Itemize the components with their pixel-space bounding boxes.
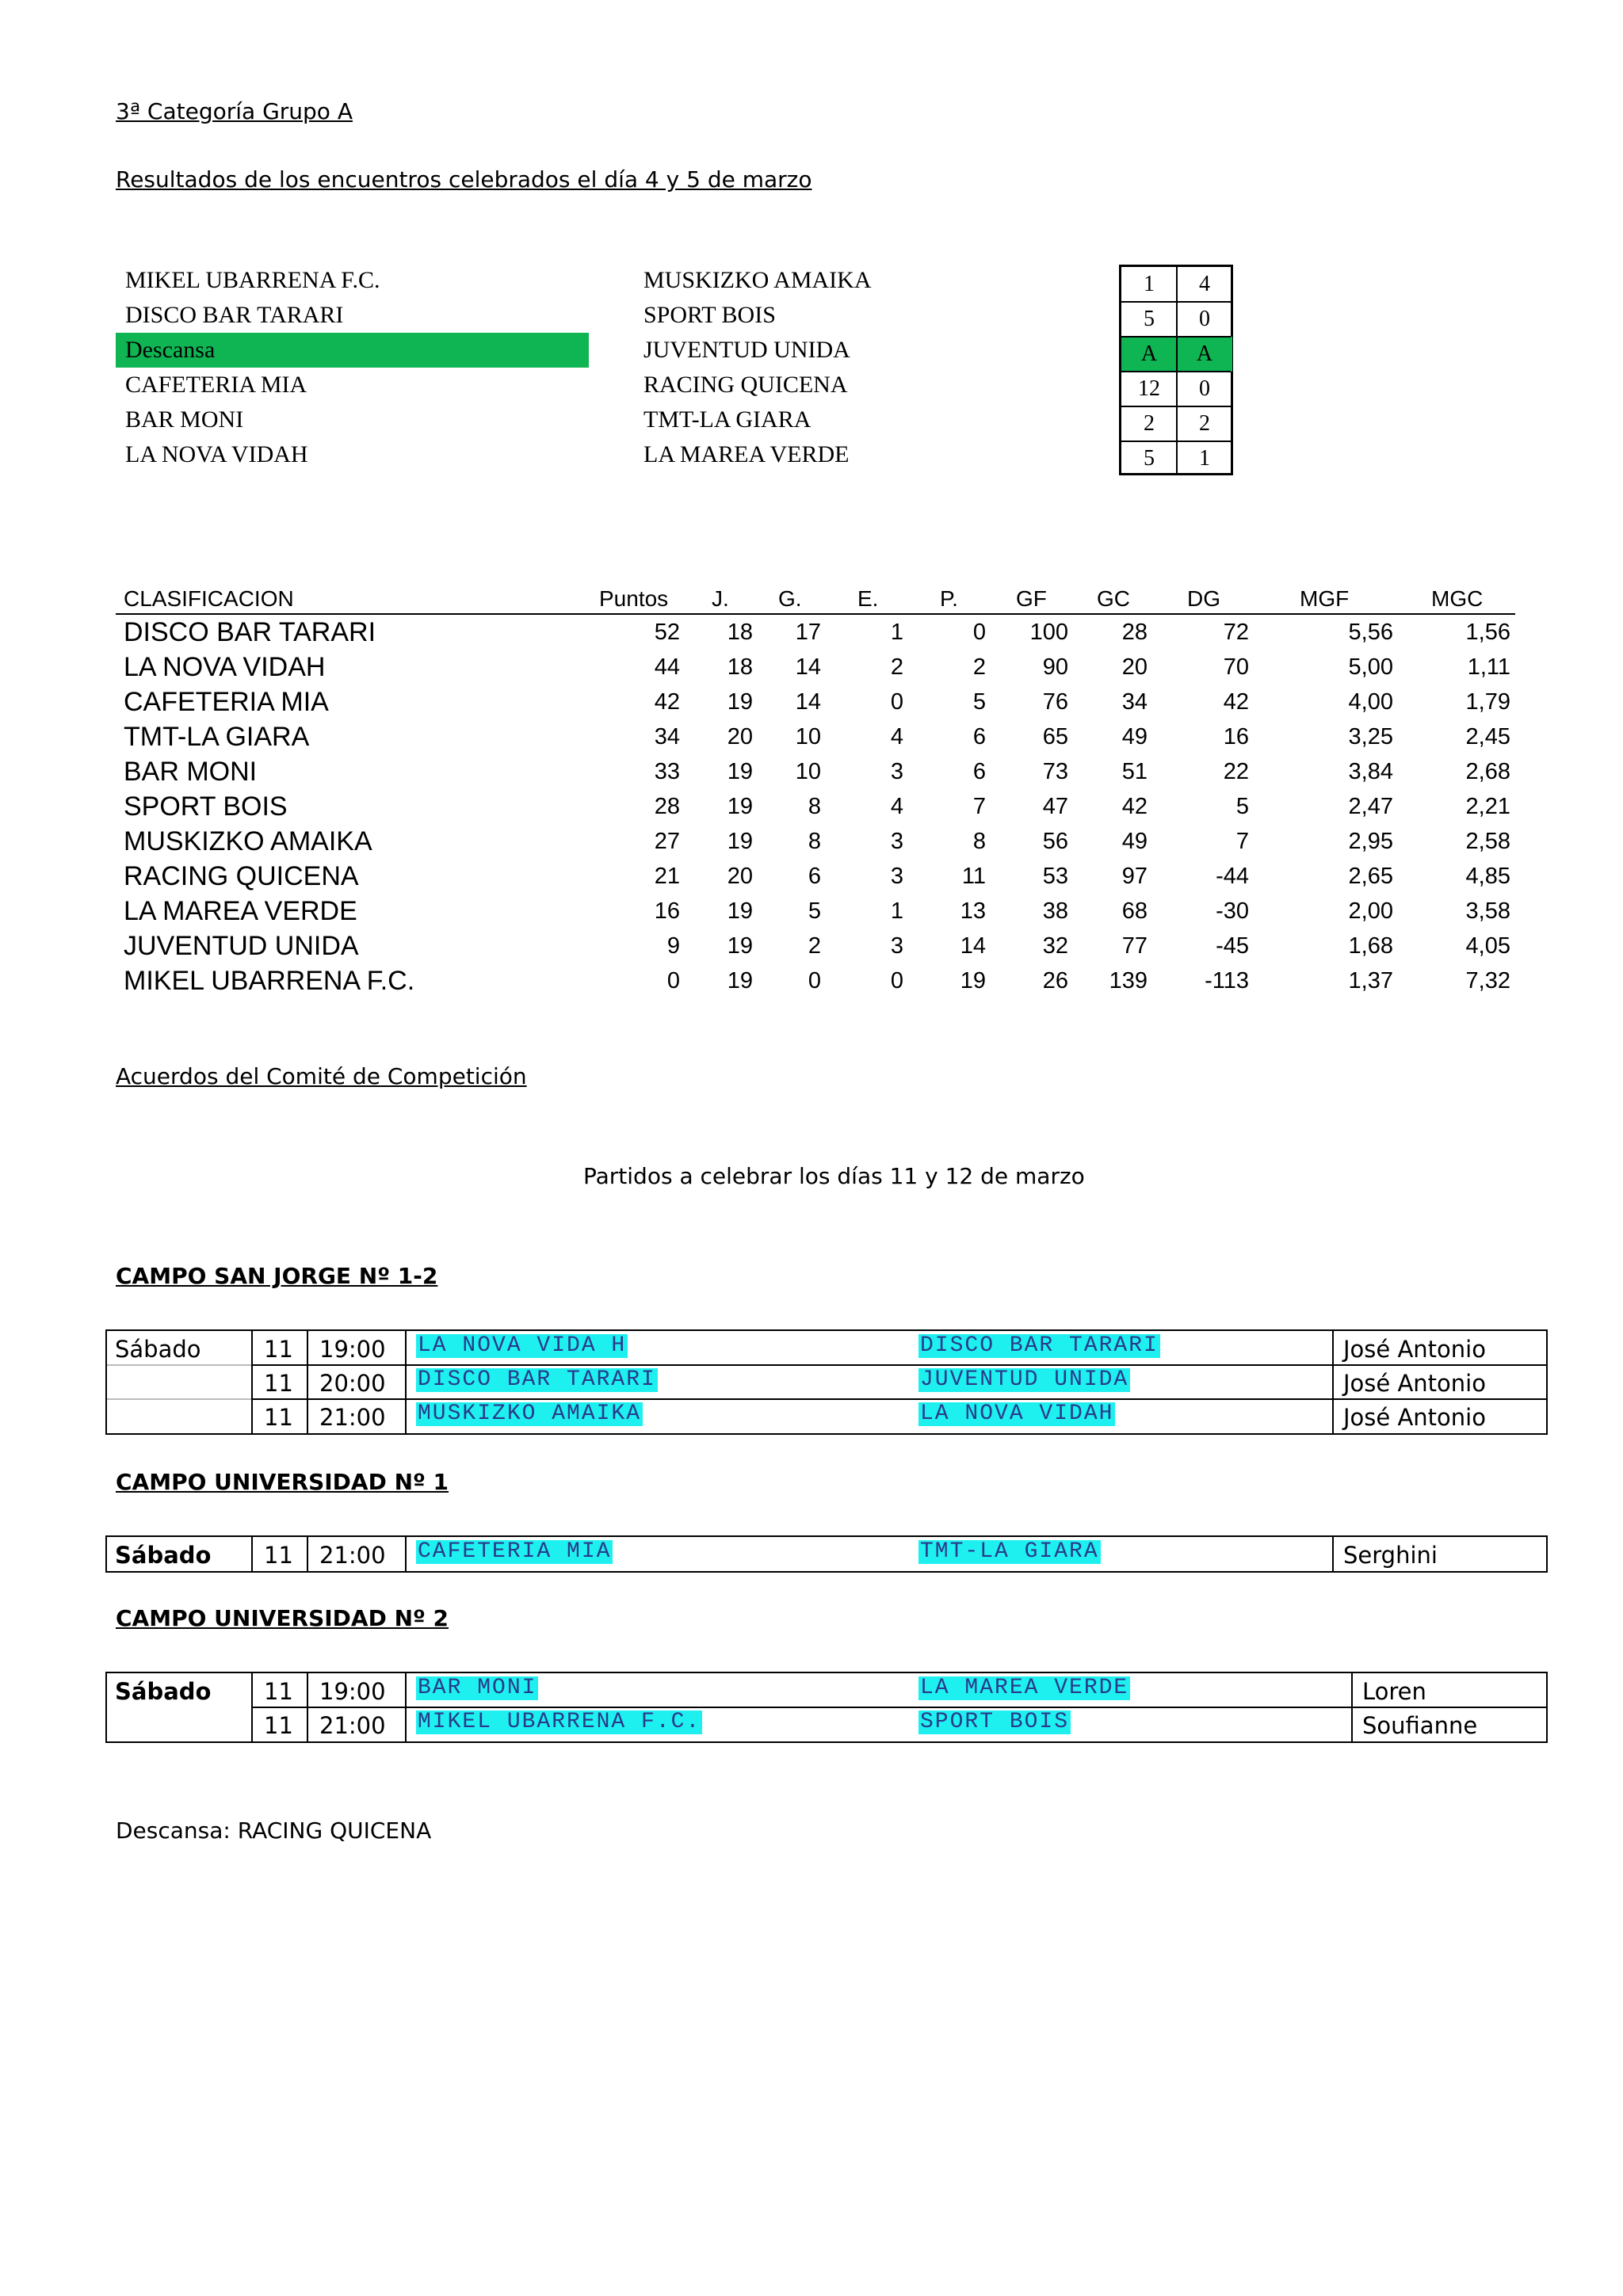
away-score: 4 bbox=[1199, 272, 1210, 296]
standings-cell-p: 2 bbox=[972, 654, 986, 680]
standings-cell-gc: 49 bbox=[1121, 724, 1148, 749]
standings-team-name: MIKEL UBARRENA F.C. bbox=[124, 966, 415, 996]
fixture-date: 11 bbox=[264, 1370, 293, 1397]
standings-cell-puntos: 9 bbox=[666, 933, 680, 959]
fixture-referee: Loren bbox=[1362, 1678, 1426, 1705]
fixture-referee: José Antonio bbox=[1343, 1336, 1486, 1363]
standings-cell-gf: 73 bbox=[1042, 759, 1068, 784]
results-title: Resultados de los encuentros celebrados el día 4 y 5 de marzo bbox=[116, 166, 812, 193]
standings-cell-puntos: 52 bbox=[654, 620, 680, 645]
standings-cell-mgc: 2,68 bbox=[1465, 759, 1510, 784]
standings-cell-e: 3 bbox=[890, 759, 903, 784]
standings-cell-j: 19 bbox=[727, 898, 753, 924]
standings-cell-e: 0 bbox=[890, 968, 903, 994]
result-home: MIKEL UBARRENA F.C. bbox=[125, 267, 380, 293]
result-away: MUSKIZKO AMAIKA bbox=[643, 267, 872, 293]
score-grid bbox=[1119, 265, 1233, 475]
standings-team-name: MUSKIZKO AMAIKA bbox=[124, 826, 372, 856]
result-away: JUVENTUD UNIDA bbox=[643, 337, 850, 363]
standings-cell-puntos: 34 bbox=[654, 724, 680, 749]
fixture-home-team: DISCO BAR TARARI bbox=[418, 1367, 656, 1392]
fixture-time: 19:00 bbox=[319, 1678, 386, 1705]
fixture-time: 21:00 bbox=[319, 1712, 386, 1739]
standings-cell-gc: 77 bbox=[1121, 933, 1148, 959]
away-score: A bbox=[1177, 337, 1232, 372]
standings-cell-g: 14 bbox=[795, 689, 821, 715]
home-score: 12 bbox=[1138, 376, 1160, 401]
standings-cell-dg: 72 bbox=[1223, 620, 1249, 645]
result-home: BAR MONI bbox=[125, 406, 244, 433]
grid-line bbox=[307, 1331, 308, 1433]
standings-cell-mgf: 4,00 bbox=[1348, 689, 1393, 715]
col-header-mgc: MGC bbox=[1431, 586, 1484, 611]
standings-cell-puntos: 0 bbox=[666, 968, 680, 994]
standings-cell-g: 10 bbox=[795, 759, 821, 784]
grid-line bbox=[1121, 301, 1231, 303]
standings-cell-mgf: 2,65 bbox=[1348, 864, 1393, 889]
standings-cell-g: 17 bbox=[795, 620, 821, 645]
standings-cell-e: 1 bbox=[890, 898, 903, 924]
home-score: A bbox=[1121, 337, 1177, 372]
fixture-away-team: JUVENTUD UNIDA bbox=[920, 1367, 1129, 1392]
standings-cell-p: 0 bbox=[972, 620, 986, 645]
standings-cell-gc: 49 bbox=[1121, 829, 1148, 854]
grid-line bbox=[107, 1364, 251, 1366]
result-home-rest: Descansa bbox=[125, 337, 216, 363]
standings-cell-dg: -30 bbox=[1216, 898, 1249, 924]
standings-cell-p: 14 bbox=[960, 933, 986, 959]
grid-line bbox=[251, 1331, 253, 1433]
standings-cell-gc: 20 bbox=[1121, 654, 1148, 680]
standings-cell-j: 20 bbox=[727, 724, 753, 749]
result-away: TMT-LA GIARA bbox=[643, 406, 812, 433]
standings-cell-puntos: 27 bbox=[654, 829, 680, 854]
col-header-mgf: MGF bbox=[1300, 586, 1350, 611]
standings-cell-mgf: 2,95 bbox=[1348, 829, 1393, 854]
standings-team-name: SPORT BOIS bbox=[124, 791, 288, 822]
fixtures-table bbox=[105, 1672, 1548, 1743]
standings-cell-e: 4 bbox=[890, 794, 903, 819]
standings-cell-j: 19 bbox=[727, 759, 753, 784]
standings-cell-j: 19 bbox=[727, 689, 753, 715]
fixture-row bbox=[107, 1537, 1546, 1571]
standings-cell-mgf: 1,37 bbox=[1348, 968, 1393, 994]
result-away: LA MAREA VERDE bbox=[643, 441, 850, 467]
home-score: 5 bbox=[1144, 307, 1155, 331]
fixture-home-team: BAR MONI bbox=[418, 1676, 537, 1700]
standings-cell-mgc: 1,79 bbox=[1465, 689, 1510, 715]
standings-team-name: LA NOVA VIDAH bbox=[124, 652, 326, 682]
grid-line bbox=[1332, 1537, 1334, 1571]
fixture-referee: José Antonio bbox=[1343, 1404, 1486, 1431]
home-score: 1 bbox=[1144, 272, 1155, 296]
standings-cell-g: 14 bbox=[795, 654, 821, 680]
standings-cell-mgc: 3,58 bbox=[1465, 898, 1510, 924]
standings-cell-mgf: 2,00 bbox=[1348, 898, 1393, 924]
standings-cell-g: 2 bbox=[808, 933, 821, 959]
standings-cell-dg: -113 bbox=[1205, 968, 1249, 994]
standings-cell-p: 11 bbox=[961, 864, 986, 889]
fixture-home-team: MIKEL UBARRENA F.C. bbox=[418, 1710, 701, 1734]
standings-cell-mgf: 1,68 bbox=[1348, 933, 1393, 959]
standings-team-name: LA MAREA VERDE bbox=[124, 896, 357, 926]
standings-cell-puntos: 42 bbox=[654, 689, 680, 715]
standings-cell-mgc: 1,11 bbox=[1467, 654, 1510, 680]
grid-line bbox=[1332, 1331, 1334, 1433]
fixture-row bbox=[107, 1331, 1546, 1365]
standings-cell-g: 5 bbox=[808, 898, 821, 924]
standings-cell-dg: 70 bbox=[1223, 654, 1249, 680]
standings-cell-gf: 32 bbox=[1042, 933, 1068, 959]
standings-cell-e: 1 bbox=[890, 620, 903, 645]
venue-title: CAMPO UNIVERSIDAD Nº 2 bbox=[116, 1605, 449, 1631]
grid-line bbox=[107, 1398, 251, 1400]
fixture-row bbox=[107, 1673, 1546, 1707]
grid-line bbox=[307, 1537, 308, 1571]
standings-cell-mgc: 2,45 bbox=[1465, 724, 1510, 749]
fixture-row bbox=[107, 1399, 1546, 1433]
standings-cell-j: 18 bbox=[727, 654, 753, 680]
fixture-away-team: LA NOVA VIDAH bbox=[920, 1402, 1114, 1426]
standings-team-name: JUVENTUD UNIDA bbox=[124, 931, 359, 961]
fixtures-table bbox=[105, 1329, 1548, 1435]
standings-cell-gc: 42 bbox=[1121, 794, 1148, 819]
standings-cell-dg: -45 bbox=[1216, 933, 1249, 959]
standings-cell-g: 8 bbox=[808, 794, 821, 819]
standings-cell-j: 18 bbox=[727, 620, 753, 645]
standings-cell-p: 19 bbox=[960, 968, 986, 994]
standings-cell-j: 19 bbox=[727, 933, 753, 959]
col-header-g: G. bbox=[778, 586, 802, 611]
standings-cell-puntos: 44 bbox=[654, 654, 680, 680]
result-home: CAFETERIA MIA bbox=[125, 372, 307, 398]
standings-cell-j: 19 bbox=[727, 968, 753, 994]
grid-line bbox=[1176, 267, 1178, 473]
standings-cell-dg: 7 bbox=[1235, 829, 1249, 854]
col-header-gf: GF bbox=[1016, 586, 1047, 611]
standings-cell-j: 19 bbox=[727, 794, 753, 819]
standings-cell-e: 0 bbox=[890, 689, 903, 715]
standings-cell-mgf: 5,00 bbox=[1348, 654, 1393, 680]
fixture-home-team: CAFETERIA MIA bbox=[418, 1539, 612, 1564]
standings-cell-gf: 38 bbox=[1042, 898, 1068, 924]
grid-line bbox=[251, 1537, 253, 1571]
standings-cell-mgf: 3,84 bbox=[1348, 759, 1393, 784]
standings-cell-puntos: 21 bbox=[654, 864, 680, 889]
standings-cell-dg: -44 bbox=[1216, 864, 1249, 889]
result-home: LA NOVA VIDAH bbox=[125, 441, 308, 467]
fixture-time: 21:00 bbox=[319, 1542, 386, 1569]
col-header-gc: GC bbox=[1097, 586, 1130, 611]
fixture-referee: José Antonio bbox=[1343, 1370, 1486, 1397]
standings-cell-mgf: 3,25 bbox=[1348, 724, 1393, 749]
standings-cell-mgc: 2,21 bbox=[1465, 794, 1510, 819]
standings-cell-mgc: 2,58 bbox=[1465, 829, 1510, 854]
standings-cell-e: 4 bbox=[890, 724, 903, 749]
venue-title: CAMPO SAN JORGE Nº 1-2 bbox=[116, 1263, 438, 1289]
standings-cell-g: 10 bbox=[795, 724, 821, 749]
fixture-row bbox=[107, 1365, 1546, 1399]
grid-line bbox=[405, 1331, 407, 1433]
grid-line bbox=[405, 1537, 407, 1571]
grid-line bbox=[251, 1707, 957, 1708]
away-score: 1 bbox=[1199, 446, 1210, 471]
standings-cell-p: 6 bbox=[972, 724, 986, 749]
col-header-e: E. bbox=[857, 586, 879, 611]
standings-cell-gc: 28 bbox=[1121, 620, 1148, 645]
standings-cell-gf: 76 bbox=[1042, 689, 1068, 715]
fixture-date: 11 bbox=[264, 1404, 293, 1431]
grid-line bbox=[1121, 371, 1231, 372]
standings-cell-j: 20 bbox=[727, 864, 753, 889]
fixtures-table bbox=[105, 1535, 1548, 1573]
away-score: 2 bbox=[1199, 411, 1210, 436]
rest-note: Descansa: RACING QUICENA bbox=[116, 1817, 432, 1844]
standings-cell-dg: 42 bbox=[1223, 689, 1249, 715]
standings-cell-p: 6 bbox=[972, 759, 986, 784]
fixture-time: 20:00 bbox=[319, 1370, 386, 1397]
grid-line bbox=[1121, 336, 1231, 338]
standings-cell-e: 3 bbox=[890, 864, 903, 889]
standings-cell-gf: 65 bbox=[1042, 724, 1068, 749]
fixture-day: Sábado bbox=[115, 1336, 201, 1363]
fixture-referee: Serghini bbox=[1343, 1542, 1438, 1569]
home-score: 2 bbox=[1144, 411, 1155, 436]
fixture-date: 11 bbox=[264, 1336, 293, 1363]
standings-cell-gf: 56 bbox=[1042, 829, 1068, 854]
home-score: 5 bbox=[1144, 446, 1155, 471]
standings-cell-g: 8 bbox=[808, 829, 821, 854]
standings-cell-dg: 16 bbox=[1223, 724, 1249, 749]
result-home: DISCO BAR TARARI bbox=[125, 302, 344, 328]
standings-cell-gc: 68 bbox=[1121, 898, 1148, 924]
col-header-dg: DG bbox=[1187, 586, 1220, 611]
standings-cell-gc: 51 bbox=[1121, 759, 1148, 784]
fixture-referee: Soufianne bbox=[1362, 1712, 1478, 1739]
standings-team-name: CAFETERIA MIA bbox=[124, 687, 329, 717]
fixture-date: 11 bbox=[264, 1542, 293, 1569]
standings-cell-mgc: 7,32 bbox=[1465, 968, 1510, 994]
standings-cell-p: 13 bbox=[960, 898, 986, 924]
fixture-home-team: MUSKIZKO AMAIKA bbox=[418, 1402, 642, 1426]
fixtures-title: Partidos a celebrar los días 11 y 12 de marzo bbox=[583, 1163, 1085, 1189]
fixture-away-team: LA MAREA VERDE bbox=[920, 1676, 1129, 1700]
result-away: SPORT BOIS bbox=[643, 302, 776, 328]
committee-title: Acuerdos del Comité de Competición bbox=[116, 1063, 527, 1089]
category-title: 3ª Categoría Grupo A bbox=[116, 98, 353, 124]
grid-line bbox=[907, 1707, 1546, 1708]
standings-cell-p: 5 bbox=[972, 689, 986, 715]
standings-cell-gc: 34 bbox=[1121, 689, 1148, 715]
standings-title: CLASIFICACION bbox=[124, 586, 294, 611]
fixture-away-team: SPORT BOIS bbox=[920, 1710, 1070, 1734]
standings-cell-p: 7 bbox=[972, 794, 986, 819]
standings-cell-mgf: 2,47 bbox=[1348, 794, 1393, 819]
fixture-away-team: TMT-LA GIARA bbox=[920, 1539, 1099, 1564]
standings-cell-puntos: 16 bbox=[654, 898, 680, 924]
standings-cell-g: 6 bbox=[808, 864, 821, 889]
standings-cell-e: 2 bbox=[890, 654, 903, 680]
grid-line bbox=[1121, 441, 1231, 442]
standings-team-name: DISCO BAR TARARI bbox=[124, 617, 376, 647]
standings-cell-gf: 47 bbox=[1042, 794, 1068, 819]
standings-cell-mgc: 1,56 bbox=[1465, 620, 1510, 645]
standings-cell-puntos: 33 bbox=[654, 759, 680, 784]
standings-cell-gf: 53 bbox=[1042, 864, 1068, 889]
venue-title: CAMPO UNIVERSIDAD Nº 1 bbox=[116, 1469, 449, 1495]
fixture-date: 11 bbox=[264, 1678, 293, 1705]
fixture-time: 19:00 bbox=[319, 1336, 386, 1363]
away-score: 0 bbox=[1199, 376, 1210, 401]
col-header-puntos: Puntos bbox=[599, 586, 669, 611]
standings-cell-gf: 90 bbox=[1042, 654, 1068, 680]
grid-line bbox=[907, 1364, 1546, 1366]
col-header-p: P. bbox=[940, 586, 958, 611]
grid-line bbox=[251, 1364, 957, 1366]
fixture-row bbox=[107, 1707, 1546, 1741]
standings-cell-p: 8 bbox=[972, 829, 986, 854]
standings-cell-mgc: 4,85 bbox=[1465, 864, 1510, 889]
fixture-date: 11 bbox=[264, 1712, 293, 1739]
standings-cell-puntos: 28 bbox=[654, 794, 680, 819]
grid-line bbox=[251, 1398, 957, 1400]
away-score: 0 bbox=[1199, 307, 1210, 331]
standings-cell-j: 19 bbox=[727, 829, 753, 854]
fixture-time: 21:00 bbox=[319, 1404, 386, 1431]
standings-cell-g: 0 bbox=[808, 968, 821, 994]
standings-team-name: RACING QUICENA bbox=[124, 861, 359, 891]
fixture-away-team: DISCO BAR TARARI bbox=[920, 1333, 1159, 1358]
standings-cell-gf: 100 bbox=[1029, 620, 1068, 645]
fixture-day: Sábado bbox=[115, 1542, 212, 1569]
col-header-j: J. bbox=[712, 586, 729, 611]
standings-cell-dg: 22 bbox=[1223, 759, 1249, 784]
standings-cell-gc: 139 bbox=[1109, 968, 1148, 994]
standings-cell-dg: 5 bbox=[1235, 794, 1249, 819]
standings-team-name: BAR MONI bbox=[124, 757, 258, 787]
grid-line bbox=[1121, 406, 1231, 407]
standings-cell-e: 3 bbox=[890, 933, 903, 959]
standings-cell-mgc: 4,05 bbox=[1465, 933, 1510, 959]
fixture-day: Sábado bbox=[115, 1678, 212, 1705]
standings-cell-e: 3 bbox=[890, 829, 903, 854]
fixture-home-team: LA NOVA VIDA H bbox=[418, 1333, 627, 1358]
grid-line bbox=[907, 1398, 1546, 1400]
standings-team-name: TMT-LA GIARA bbox=[124, 722, 310, 752]
standings-cell-gc: 97 bbox=[1121, 864, 1148, 889]
standings-cell-gf: 26 bbox=[1042, 968, 1068, 994]
result-away: RACING QUICENA bbox=[643, 372, 848, 398]
standings-cell-mgf: 5,56 bbox=[1348, 620, 1393, 645]
